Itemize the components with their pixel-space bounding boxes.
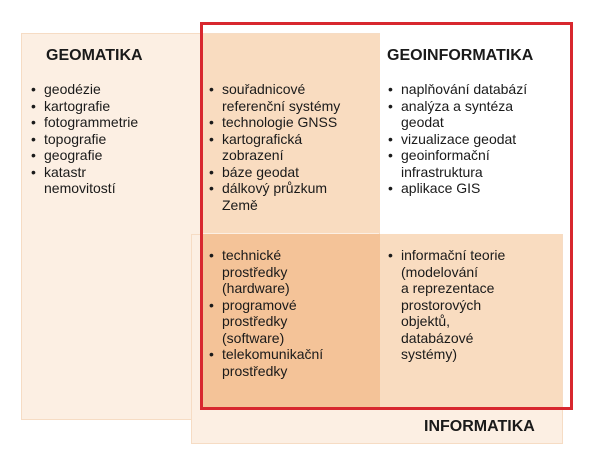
geoinformatika-list — [387, 81, 557, 197]
list-item: • naplňování databází — [387, 81, 557, 98]
overlap-list — [208, 81, 378, 213]
list-item: • kartografie — [30, 98, 195, 115]
list-item: • katastr nemovitostí — [30, 164, 195, 197]
list-item: • fotogrammetrie — [30, 114, 195, 131]
list-item: • aplikace GIS — [387, 180, 557, 197]
list-item: • dálkový průzkum Země — [208, 180, 378, 213]
list-item: • vizualizace geodat — [387, 131, 557, 148]
list-item: • geografie — [30, 147, 195, 164]
informacni-teorie-list — [387, 247, 552, 363]
list-item: • informační teorie (modelování a reprezentace prostorových objektů, databázové systémy) — [387, 247, 552, 363]
list-item: • programové prostředky (software) — [208, 297, 378, 347]
geomatika-list — [30, 81, 195, 197]
list-item: • telekomunikační prostředky — [208, 346, 378, 379]
list-item: • technické prostředky (hardware) — [208, 247, 378, 297]
geomatika-title: GEOMATIKA — [46, 47, 143, 64]
list-item: • topografie — [30, 131, 195, 148]
triple-overlap-list — [208, 247, 378, 379]
list-item: • kartografická zobrazení — [208, 131, 378, 164]
geoinformatika-title: GEOINFORMATIKA — [387, 47, 534, 64]
list-item: • geodézie — [30, 81, 195, 98]
list-item: • technologie GNSS — [208, 114, 378, 131]
list-item: • analýza a syntéza geodat — [387, 98, 557, 131]
list-item: • souřadnicové referenční systémy — [208, 81, 378, 114]
list-item: • geoinformační infrastruktura — [387, 147, 557, 180]
informatika-title: INFORMATIKA — [424, 418, 535, 435]
list-item: • báze geodat — [208, 164, 378, 181]
